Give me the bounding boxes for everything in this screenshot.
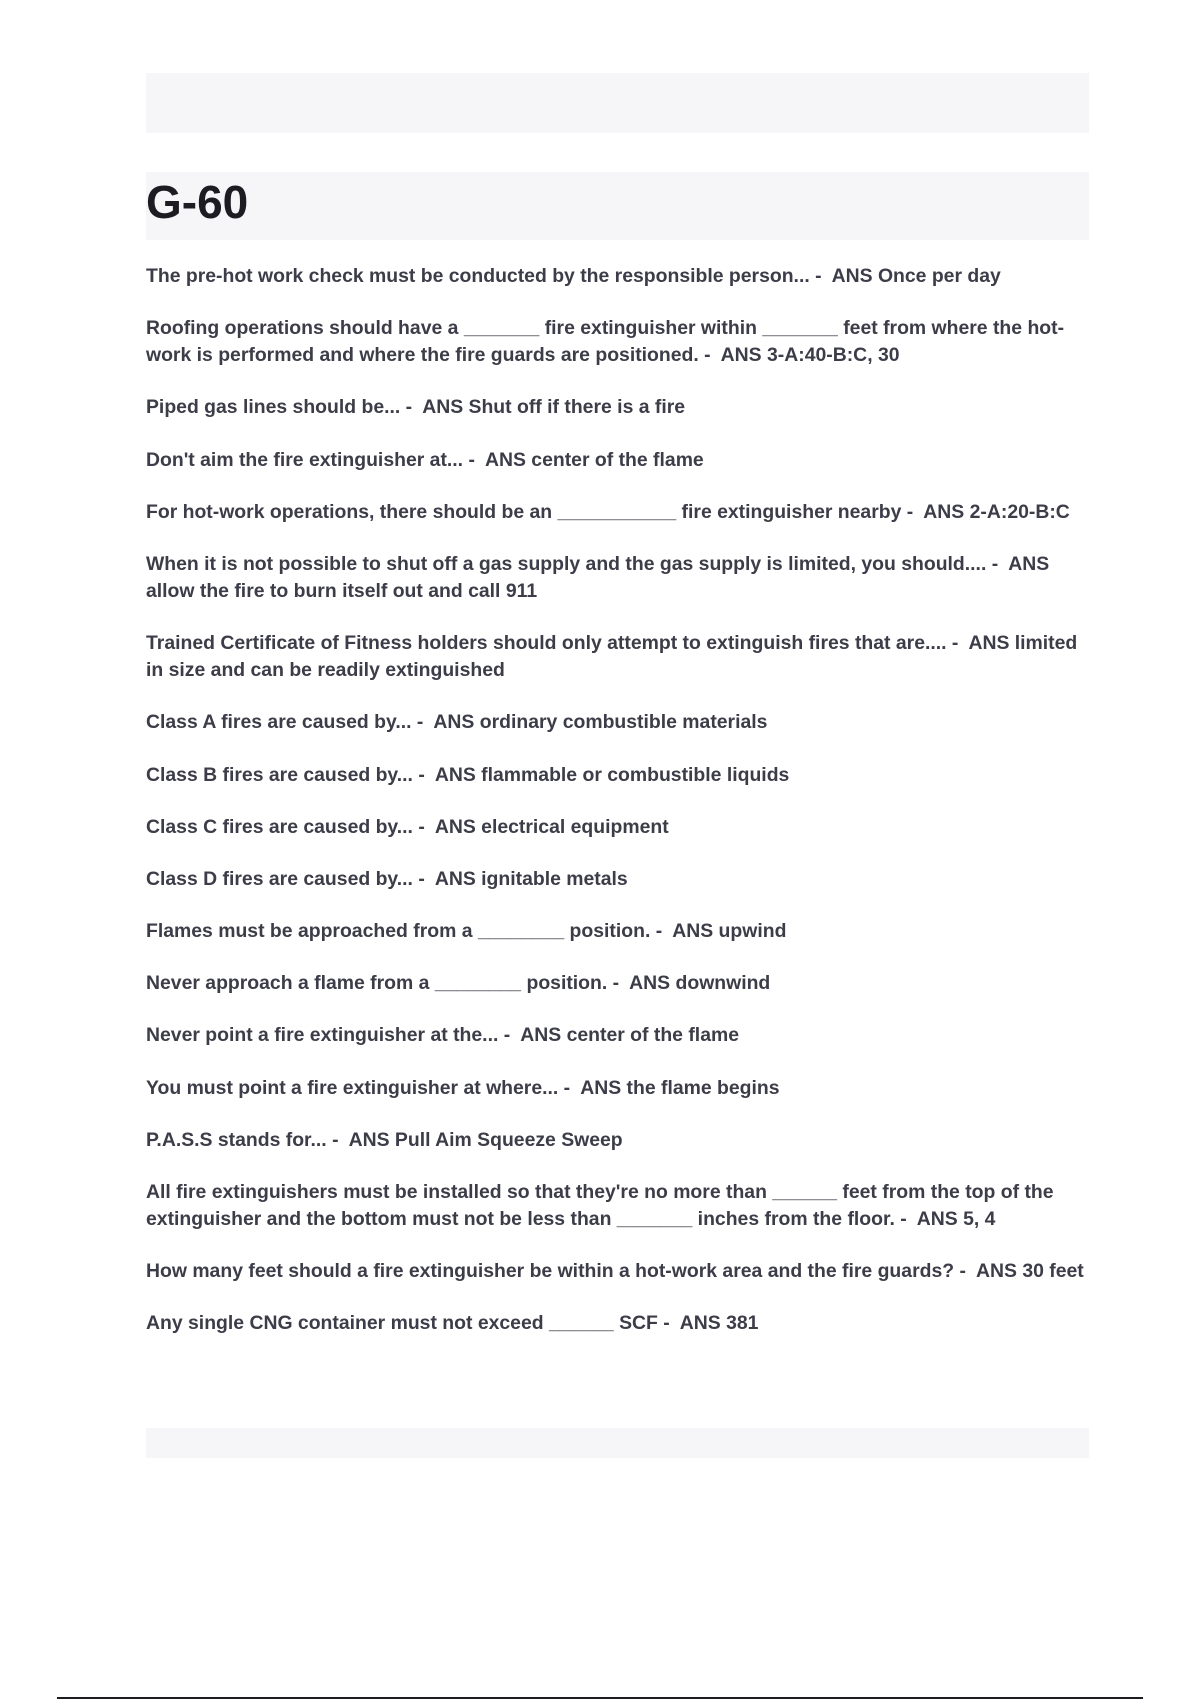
answer-separator: - xyxy=(607,972,630,995)
answer-text: ANS center of the flame xyxy=(520,1024,739,1047)
qa-item xyxy=(146,630,1096,684)
answer-text: ANS Pull Aim Squeeze Sweep xyxy=(348,1128,623,1151)
question-text: All fire extinguishers must be installed so that they're no more than ______ feet from the top of the extinguisher and the bottom must not be less than _______ inches from the floor. xyxy=(146,1181,1054,1230)
answer-separator: - xyxy=(650,920,673,943)
answer-separator: - xyxy=(657,1312,680,1335)
qa-item xyxy=(146,551,1096,605)
qa-item xyxy=(146,447,1096,474)
question-text: The pre-hot work check must be conducted by the responsible person... xyxy=(146,265,810,287)
question-text: Class D fires are caused by... xyxy=(146,867,413,890)
qa-item xyxy=(146,762,1096,789)
answer-text: ANS ignitable metals xyxy=(434,867,628,890)
answer-text: ANS downwind xyxy=(629,972,771,995)
answer-separator: - xyxy=(901,500,924,523)
answer-separator: - xyxy=(894,1208,917,1230)
qa-item xyxy=(146,814,1096,841)
qa-item xyxy=(146,866,1096,893)
answer-text: ANS Once per day xyxy=(831,265,1001,287)
question-text: Class B fires are caused by... xyxy=(146,763,413,786)
answer-text: ANS 5, 4 xyxy=(916,1208,996,1230)
answer-separator: - xyxy=(326,1128,349,1151)
question-text: Never point a fire extinguisher at the... xyxy=(146,1024,499,1047)
question-text: How many feet should a fire extinguisher be within a hot-work area and the fire guards? xyxy=(146,1260,955,1283)
qa-item xyxy=(146,1179,1096,1233)
qa-list xyxy=(146,263,1096,1363)
question-text: For hot-work operations, there should be an ___________ fire extinguisher nearby xyxy=(146,500,902,523)
qa-item xyxy=(146,1075,1096,1102)
answer-text: ANS allow the fire to burn itself out and call 911 xyxy=(146,552,1050,602)
question-text: Piped gas lines should be... xyxy=(146,396,401,419)
qa-item xyxy=(146,1310,1096,1337)
answer-text: ANS upwind xyxy=(672,920,787,943)
title-band xyxy=(146,172,1089,240)
answer-separator: - xyxy=(412,763,435,786)
question-text: Flames must be approached from a ________ position. xyxy=(146,920,651,943)
header-band xyxy=(146,73,1089,133)
question-text: Never approach a flame from a ________ position. xyxy=(146,972,608,995)
answer-text: ANS 2-A:20-B:C xyxy=(923,500,1070,523)
question-text: Don't aim the fire extinguisher at... xyxy=(146,448,464,471)
document-title: G-60 xyxy=(146,176,249,228)
answer-text: ANS 3-A:40-B:C, 30 xyxy=(720,344,900,367)
answer-text: ANS limited in size and can be readily extinguished xyxy=(146,632,1078,682)
answer-separator: - xyxy=(412,815,435,838)
answer-separator: - xyxy=(698,344,721,367)
answer-text: ANS Shut off if there is a fire xyxy=(422,396,686,419)
answer-text: ANS electrical equipment xyxy=(434,815,669,838)
question-text: Class C fires are caused by... xyxy=(146,815,413,838)
answer-separator: - xyxy=(412,867,435,890)
qa-item xyxy=(146,394,1096,421)
qa-item xyxy=(146,315,1096,369)
question-text: P.A.S.S stands for... xyxy=(146,1128,327,1151)
answer-text: ANS 30 feet xyxy=(976,1260,1084,1283)
footer-band xyxy=(146,1428,1089,1458)
question-text: You must point a fire extinguisher at where... xyxy=(146,1076,559,1099)
qa-item xyxy=(146,499,1096,526)
answer-text: ANS ordinary combustible materials xyxy=(433,711,768,734)
answer-separator: - xyxy=(954,1260,976,1283)
answer-separator: - xyxy=(986,552,1009,575)
answer-text: ANS flammable or combustible liquids xyxy=(434,763,790,786)
answer-text: ANS center of the flame xyxy=(484,448,704,471)
question-text: When it is not possible to shut off a gas supply and the gas supply is limited, you should.... xyxy=(146,552,987,575)
answer-text: ANS the flame begins xyxy=(580,1076,780,1099)
qa-item xyxy=(146,918,1096,945)
footer-rule xyxy=(57,1697,1143,1699)
answer-separator: - xyxy=(946,632,969,655)
answer-separator: - xyxy=(558,1076,581,1099)
question-text: Any single CNG container must not exceed ______ SCF xyxy=(146,1312,658,1335)
qa-item xyxy=(146,970,1096,997)
answer-separator: - xyxy=(400,396,423,419)
answer-separator: - xyxy=(411,711,434,734)
qa-item xyxy=(146,709,1096,736)
qa-item xyxy=(146,1258,1096,1285)
answer-separator: - xyxy=(498,1024,521,1047)
question-text: Class A fires are caused by... xyxy=(146,711,412,734)
question-text: Trained Certificate of Fitness holders should only attempt to extinguish fires that are.... xyxy=(146,632,947,655)
qa-item xyxy=(146,1022,1096,1049)
answer-text: ANS 381 xyxy=(679,1312,759,1335)
qa-item xyxy=(146,263,1096,290)
answer-separator: - xyxy=(809,265,832,287)
qa-item xyxy=(146,1127,1096,1154)
answer-separator: - xyxy=(463,448,485,471)
question-text: Roofing operations should have a _______ fire extinguisher within _______ feet from where the hot-work is performed and where the fire guards are positioned. xyxy=(146,317,1065,367)
